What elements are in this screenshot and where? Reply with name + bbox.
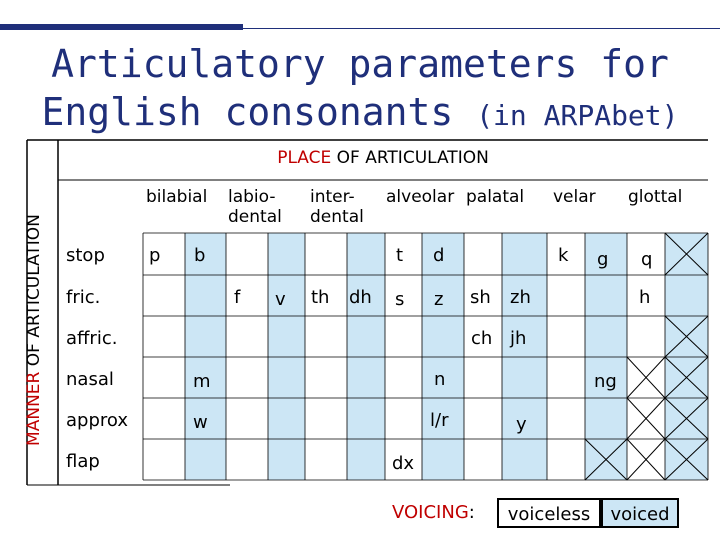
phoneme-z: z xyxy=(434,289,444,310)
phoneme-t: t xyxy=(396,245,404,266)
phoneme-sh: sh xyxy=(470,287,491,308)
voiced-column xyxy=(665,233,708,480)
phoneme-k: k xyxy=(558,245,569,266)
phoneme-zh: zh xyxy=(510,287,531,308)
phoneme-y: y xyxy=(516,414,527,435)
phoneme-g: g xyxy=(597,249,609,270)
voiced-column xyxy=(185,233,226,480)
voicing-legend-red: VOICING xyxy=(392,502,469,523)
voiced-column xyxy=(585,233,627,480)
phoneme-f: f xyxy=(234,287,241,308)
phoneme-lr: l/r xyxy=(430,410,449,431)
voiced-column xyxy=(347,233,385,480)
phoneme-jh: jh xyxy=(510,328,527,349)
col-header-labiodental: labio- dental xyxy=(228,187,282,227)
legend-voiced: voiced xyxy=(601,498,679,528)
col-header-glottal: glottal xyxy=(628,187,683,207)
title-main: Articulatory parameters for xyxy=(51,42,669,86)
phoneme-v: v xyxy=(275,289,286,310)
row-header-fric: fric. xyxy=(66,287,101,308)
place-axis-red: PLACE xyxy=(277,148,332,168)
voiced-column xyxy=(422,233,464,480)
phoneme-dh: dh xyxy=(349,287,372,308)
phoneme-w: w xyxy=(193,412,208,433)
phoneme-dx: dx xyxy=(392,453,415,474)
phoneme-q: q xyxy=(641,249,653,270)
col-header-palatal: palatal xyxy=(466,187,525,207)
phoneme-m: m xyxy=(193,371,211,392)
phoneme-th: th xyxy=(311,287,330,308)
place-axis-label xyxy=(58,148,708,168)
row-header-stop: stop xyxy=(66,245,105,266)
row-header-nasal: nasal xyxy=(66,369,114,390)
phoneme-b: b xyxy=(194,245,206,266)
title-paren: (in ARPAbet) xyxy=(476,99,679,132)
phoneme-s: s xyxy=(395,289,405,310)
col-header-interdental: inter- dental xyxy=(310,187,364,227)
voiced-column xyxy=(502,233,547,480)
col-header-bilabial: bilabial xyxy=(146,187,208,207)
voiced-column xyxy=(268,233,305,480)
title-main-line2: English consonants xyxy=(41,90,454,134)
phoneme-p: p xyxy=(149,245,161,266)
place-axis-rest: OF ARTICULATION xyxy=(331,148,489,168)
row-header-affric: affric. xyxy=(66,328,118,349)
phoneme-n: n xyxy=(434,369,446,390)
legend-voiceless: voiceless xyxy=(497,498,601,528)
phoneme-ch: ch xyxy=(471,328,493,349)
row-header-flap: flap xyxy=(66,451,100,472)
phoneme-d: d xyxy=(433,245,445,266)
phoneme-h: h xyxy=(639,287,651,308)
manner-axis-red: MANNER xyxy=(24,371,44,446)
col-header-velar: velar xyxy=(553,187,596,207)
manner-axis-rest: OF ARTICULATION xyxy=(24,214,44,372)
manner-axis-label xyxy=(24,172,44,488)
phoneme-ng: ng xyxy=(594,371,617,392)
col-header-alveolar: alveolar xyxy=(386,187,455,207)
row-header-approx: approx xyxy=(66,410,128,431)
voicing-legend-colon: : xyxy=(468,502,475,523)
voicing-legend-label xyxy=(392,498,475,528)
